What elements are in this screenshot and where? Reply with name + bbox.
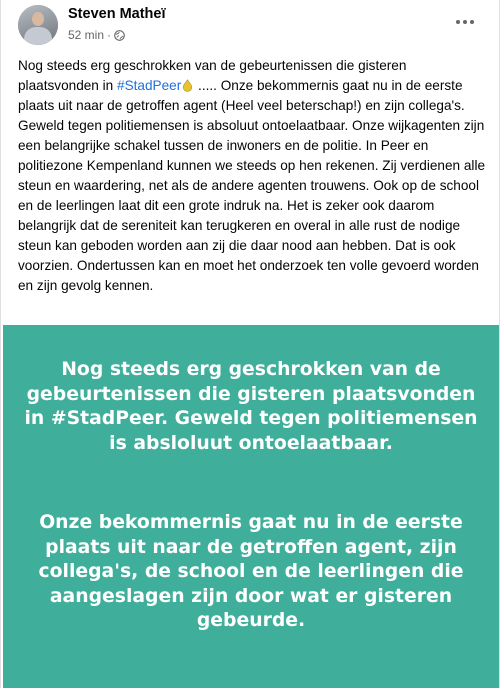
post-time[interactable]: 52 min bbox=[68, 28, 105, 42]
post-header bbox=[1, 0, 500, 50]
image-paragraph-2: Onze bekommernis gaat nu in de eerste plaats uit naar de getroffen agent, zijn collega's, de school en de leerlingen die aangeslagen zijn door wat er gisteren gebeurde. bbox=[38, 512, 464, 632]
post-image[interactable] bbox=[3, 325, 499, 688]
image-paragraph-1: Nog steeds erg geschrokken van de gebeurtenissen die gisteren plaatsvonden in #StadPeer. Geweld tegen politiemensen is absloluut ontoelaatbaar. bbox=[24, 359, 478, 454]
post-text-intro: Nog steeds erg geschrokken van de gebeurtenissen die gisteren plaatsvonden in bbox=[18, 58, 407, 93]
author-name[interactable]: Steven Matheï bbox=[68, 6, 166, 22]
more-options-icon[interactable] bbox=[453, 10, 477, 34]
post-meta bbox=[68, 28, 125, 42]
post-text bbox=[18, 56, 488, 296]
avatar[interactable] bbox=[18, 5, 58, 45]
ok-hand-emoji-icon bbox=[182, 79, 193, 92]
hashtag-link[interactable]: #StadPeer bbox=[117, 78, 182, 93]
post-text-body: ..... Onze bekommernis gaat nu in de eerste plaats uit naar de getroffen agent (Heel veel beterschap!) en zijn collega's. Geweld tegen politiemensen is absoluut ontoelaatbaar. Onze wijkagenten zijn een belangrijke schakel tussen de inwoners en de politie. In Peer en politiezone Kempenland kunnen we steeds op hen rekenen. Zij verdienen alle steun en waardering, net als de andere agenten trouwens. Ook op de school en de leerlingen laat dit een grote indruk na. Het is zeker ook daarom belangrijk dat de sereniteit kan terugkeren en overal in alle rust de nodige steun kan geboden worden aan zij die daar nood aan hebben. Dat is ook voorzien. Ondertussen kan en moet het onderzoek ten volle gevoerd worden en zijn gevolg kennen. bbox=[18, 78, 486, 293]
meta-separator: · bbox=[107, 28, 112, 42]
globe-icon[interactable] bbox=[114, 30, 125, 41]
